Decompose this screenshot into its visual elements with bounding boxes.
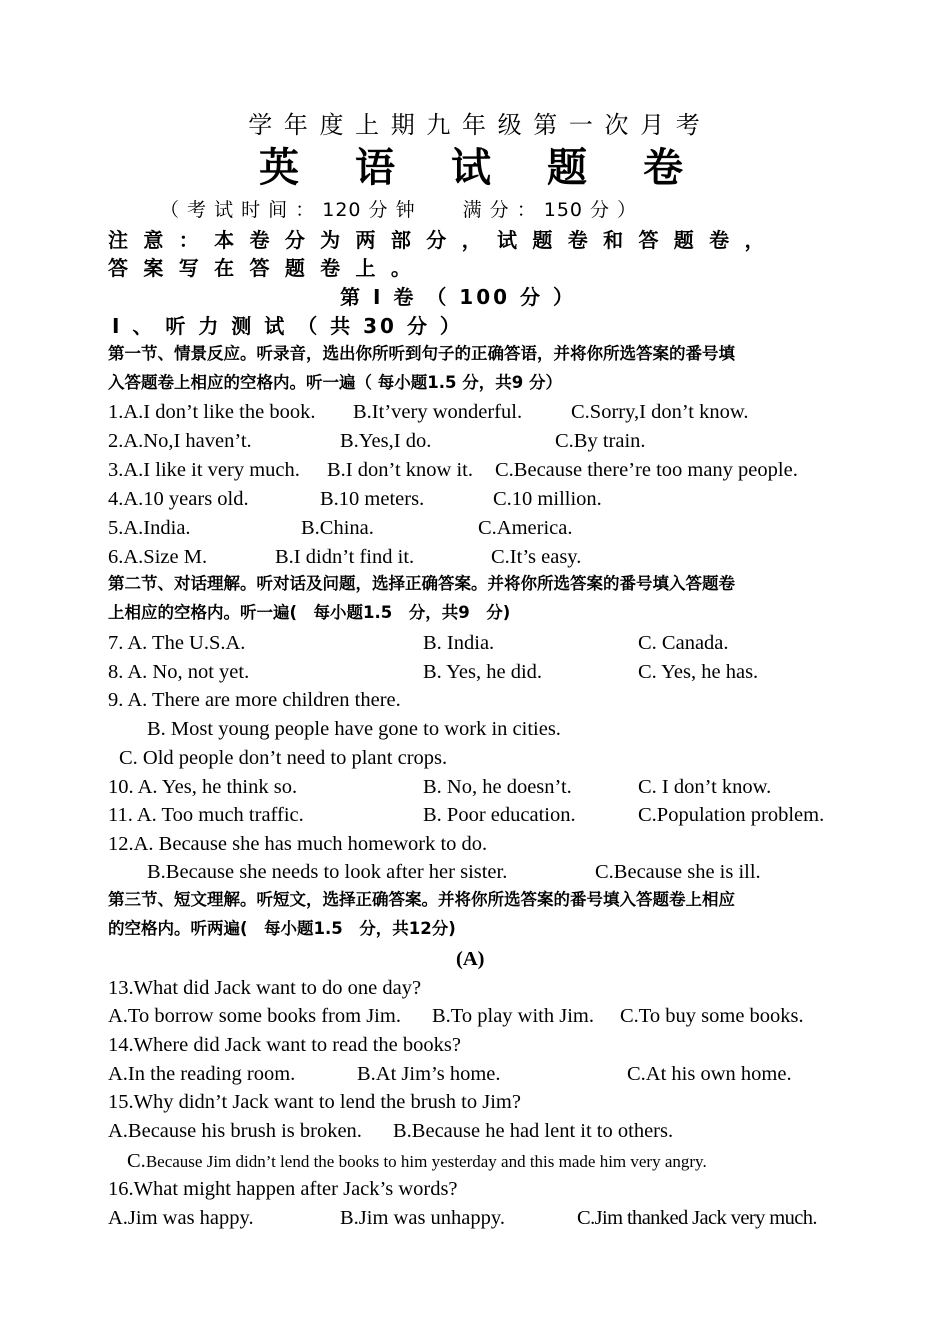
q16-question: 16.What might happen after Jack’s words? (108, 1178, 458, 1200)
q10-option-c: C. I don’t know. (638, 776, 772, 798)
part-title: Ⅰ 、 听 力 测 试 （ 共 30 分 ） (112, 314, 463, 338)
section1-instruction-1: 第一节、情景反应。听录音，选出你所听到句子的正确答语，并将你所选答案的番号填 (108, 344, 735, 363)
q16-option-b: B.Jim was unhappy. (340, 1207, 505, 1229)
q2-option-a: 2.A.No,I haven’t. (108, 430, 252, 452)
q8-option-b: B. Yes, he did. (423, 661, 543, 683)
q12-option-c: C.Because she is ill. (595, 861, 761, 883)
section3-instruction-1: 第三节、短文理解。听短文，选择正确答案。并将你所选答案的番号填入答题卷上相应 (108, 890, 735, 909)
notice-line-1: 注 意 ： 本 卷 分 为 两 部 分 ， 试 题 卷 和 答 题 卷 ， (108, 228, 769, 252)
q3-option-c: C.Because there’re too many people. (495, 459, 798, 481)
school-year-line: 学 年 度 上 期 九 年 级 第 一 次 月 考 (248, 111, 702, 139)
q6-option-a: 6.A.Size M. (108, 546, 208, 568)
q14-option-a: A.In the reading room. (108, 1063, 296, 1085)
section2-instruction-2: 上相应的空格内。听一遍( 每小题1.5 分，共9 分) (108, 603, 511, 622)
q14-question: 14.Where did Jack want to read the books? (108, 1034, 461, 1056)
q1-option-c: C.Sorry,I don’t know. (571, 401, 749, 423)
section3-instruction-2: 的空格内。听两遍( 每小题1.5 分，共12分) (108, 919, 456, 938)
q6-option-b: B.I didn’t find it. (275, 546, 415, 568)
q16-option-c: C.Jim thanked Jack very much. (577, 1207, 817, 1229)
q15-question: 15.Why didn’t Jack want to lend the brush to Jim? (108, 1091, 521, 1113)
q3-option-a: 3.A.I like it very much. (108, 459, 300, 481)
exam-title: 英 语 试 题 卷 (259, 145, 691, 191)
q11-option-b: B. Poor education. (423, 804, 576, 826)
q5-option-c: C.America. (478, 517, 573, 539)
q8-option-a: 8. A. No, not yet. (108, 661, 250, 683)
q15-option-a: A.Because his brush is broken. (108, 1120, 362, 1142)
q15-option-c-letter: C. (127, 1150, 146, 1172)
volume-title: 第 Ⅰ 卷 （ 100 分 ） (340, 285, 576, 309)
q11-option-c: C.Population problem. (638, 804, 825, 826)
q7-option-b: B. India. (423, 632, 495, 654)
q9-option-a: 9. A. There are more children there. (108, 689, 401, 711)
notice-line-2: 答 案 写 在 答 题 卷 上 。 (108, 256, 416, 280)
q5-option-b: B.China. (301, 517, 374, 539)
q10-option-b: B. No, he doesn’t. (423, 776, 572, 798)
q13-option-a: A.To borrow some books from Jim. (108, 1005, 401, 1027)
q11-option-a: 11. A. Too much traffic. (108, 804, 304, 826)
q2-option-c: C.By train. (555, 430, 646, 452)
q13-option-b: B.To play with Jim. (432, 1005, 594, 1027)
q12-option-a: 12.A. Because she has much homework to do. (108, 833, 488, 855)
q4-option-b: B.10 meters. (320, 488, 425, 510)
section2-instruction-1: 第二节、对话理解。听对话及问题，选择正确答案。并将你所选答案的番号填入答题卷 (108, 574, 735, 593)
q10-option-a: 10. A. Yes, he think so. (108, 776, 298, 798)
q1-option-b: B.It’very wonderful. (353, 401, 523, 423)
passage-label: (A) (456, 948, 485, 970)
q8-option-c: C. Yes, he has. (638, 661, 759, 683)
q7-option-a: 7. A. The U.S.A. (108, 632, 246, 654)
q13-question: 13.What did Jack want to do one day? (108, 977, 422, 999)
q3-option-b: B.I don’t know it. (327, 459, 473, 481)
q12-option-b: B.Because she needs to look after her sister. (147, 861, 508, 883)
q6-option-c: C.It’s easy. (491, 546, 582, 568)
q13-option-c: C.To buy some books. (620, 1005, 804, 1027)
q15-option-c (127, 1151, 707, 1172)
q15-option-c-text: Because Jim didn’t lend the books to him yesterday and this made him very angry. (145, 1152, 707, 1171)
q16-option-a: A.Jim was happy. (108, 1207, 254, 1229)
q9-option-c: C. Old people don’t need to plant crops. (119, 747, 448, 769)
q5-option-a: 5.A.India. (108, 517, 191, 539)
q4-option-a: 4.A.10 years old. (108, 488, 249, 510)
q1-option-a: 1.A.I don’t like the book. (108, 401, 316, 423)
q2-option-b: B.Yes,I do. (340, 430, 432, 452)
section1-instruction-2: 入答题卷上相应的空格内。听一遍（ 每小题1.5 分，共9 分） (108, 373, 562, 392)
q14-option-c: C.At his own home. (627, 1063, 792, 1085)
q9-option-b: B. Most young people have gone to work in cities. (147, 718, 561, 740)
q14-option-b: B.At Jim’s home. (357, 1063, 501, 1085)
q7-option-c: C. Canada. (638, 632, 729, 654)
q4-option-c: C.10 million. (493, 488, 602, 510)
q15-option-b: B.Because he had lent it to others. (393, 1120, 674, 1142)
exam-info: （ 考 试 时 间 ： 120 分 钟 满 分 ： 150 分 ） (160, 199, 638, 221)
